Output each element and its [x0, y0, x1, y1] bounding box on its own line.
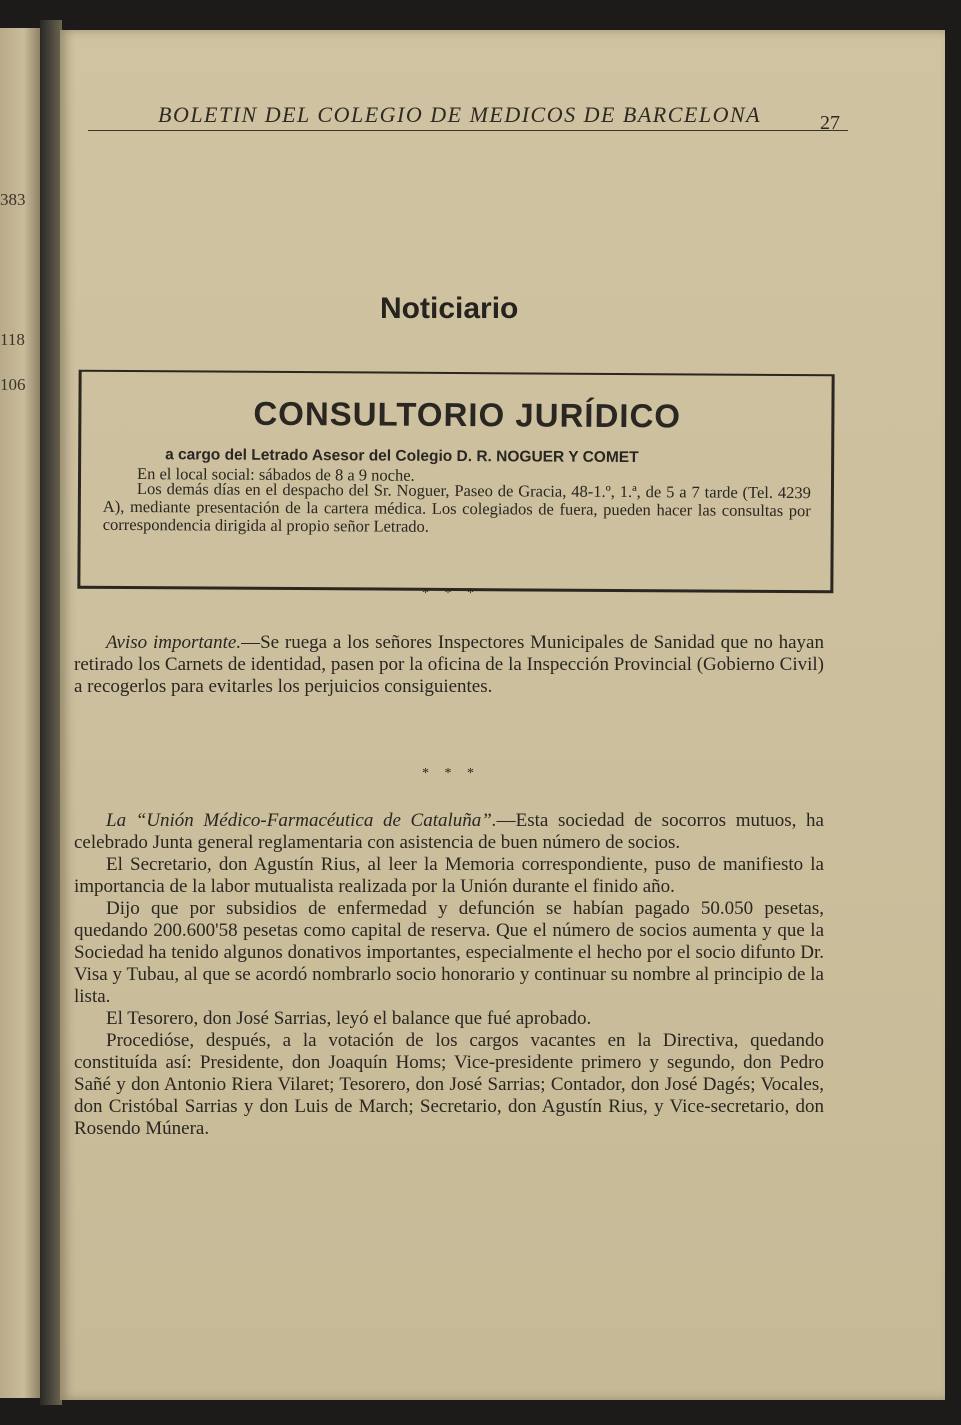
union-article	[74, 810, 824, 1140]
consultorio-box	[77, 370, 834, 594]
union-lead: La “Unión Médico-Farmacéutica de Cataluña”.	[106, 810, 497, 831]
document-page	[60, 30, 945, 1400]
union-paragraph: Procedióse, después, a la votación de los cargos vacantes en la Directiva, quedando constituída así: Presidente, don Joaquín Homs; Vice-presidente primero y segundo, don Pedro Sañé y don Antonio Riera Vilaret; Tesorero, don José Sarrias; Contador, don José Dagés; Vocales, don Cristóbal Sarrias y don Luis de March; Secretario, don Agustín Rius, y Vice-secretario, don Rosendo Múnera.	[74, 1030, 824, 1139]
aviso-text: —Se ruega a los señores Inspectores Municipales de Sanidad que no hayan retirado los Carnets de identidad, pasen por la oficina de la Inspección Provincial (Gobierno Civil) a recogerlos para evitarles los perjuicios consiguientes.	[74, 632, 824, 697]
consultorio-paragraph: Los demás días en el despacho del Sr. Noguer, Paseo de Gracia, 48-1.º, 1.ª, de 5 a 7 tarde (Tel. 4239 A), mediante presentación de la cartera médica. Los colegiados de fuera, pueden hacer las consultas por correspondencia dirigida al propio señor Letrado.	[102, 479, 811, 536]
aviso-article	[74, 632, 824, 698]
running-header	[88, 100, 848, 131]
consultorio-schedule: En el local social: sábados de 8 a 9 noche.	[136, 464, 415, 485]
running-title: BOLETIN DEL COLEGIO DE MEDICOS DE BARCELONA	[158, 102, 762, 127]
book-spine	[40, 20, 62, 1405]
union-intro-paragraph	[74, 810, 824, 854]
section-separator: * * *	[422, 586, 480, 601]
facing-page-number: 383	[0, 190, 26, 209]
aviso-lead: Aviso importante.	[106, 632, 242, 653]
union-paragraph: El Secretario, don Agustín Rius, al leer la Memoria correspondiente, puso de manifiesto la importancia de la labor mutualista realizada por la Unión durante el finido año.	[74, 854, 824, 897]
facing-page-edge	[0, 28, 40, 1398]
page-number: 27	[820, 112, 840, 134]
section-separator: * * *	[422, 766, 480, 781]
union-intro: —Esta sociedad de socorros mutuos, ha celebrado Junta general reglamentaria con asistencia de buen número de socios.	[74, 810, 824, 853]
facing-page-number: 118	[0, 330, 25, 349]
section-title: Noticiario	[380, 292, 519, 325]
facing-page-number: 106	[0, 375, 26, 394]
union-paragraph: El Tesorero, don José Sarrias, leyó el balance que fué aprobado.	[106, 1008, 592, 1029]
consultorio-title: CONSULTORIO JURÍDICO	[253, 394, 682, 435]
consultorio-subtitle: a cargo del Letrado Asesor del Colegio D. R. NOGUER Y COMET	[165, 446, 639, 467]
union-paragraph: Dijo que por subsidios de enfermedad y defunción se habían pagado 50.050 pesetas, quedando 200.600'58 pesetas como capital de reserva. Que el número de socios aumenta y que la Sociedad ha tenido algunos donativos importantes, especialmente el hecho por el socio difunto Dr. Visa y Tubau, al que se acordó nombrarlo socio honorario y continuar su nombre al principio de la lista.	[74, 898, 824, 1007]
